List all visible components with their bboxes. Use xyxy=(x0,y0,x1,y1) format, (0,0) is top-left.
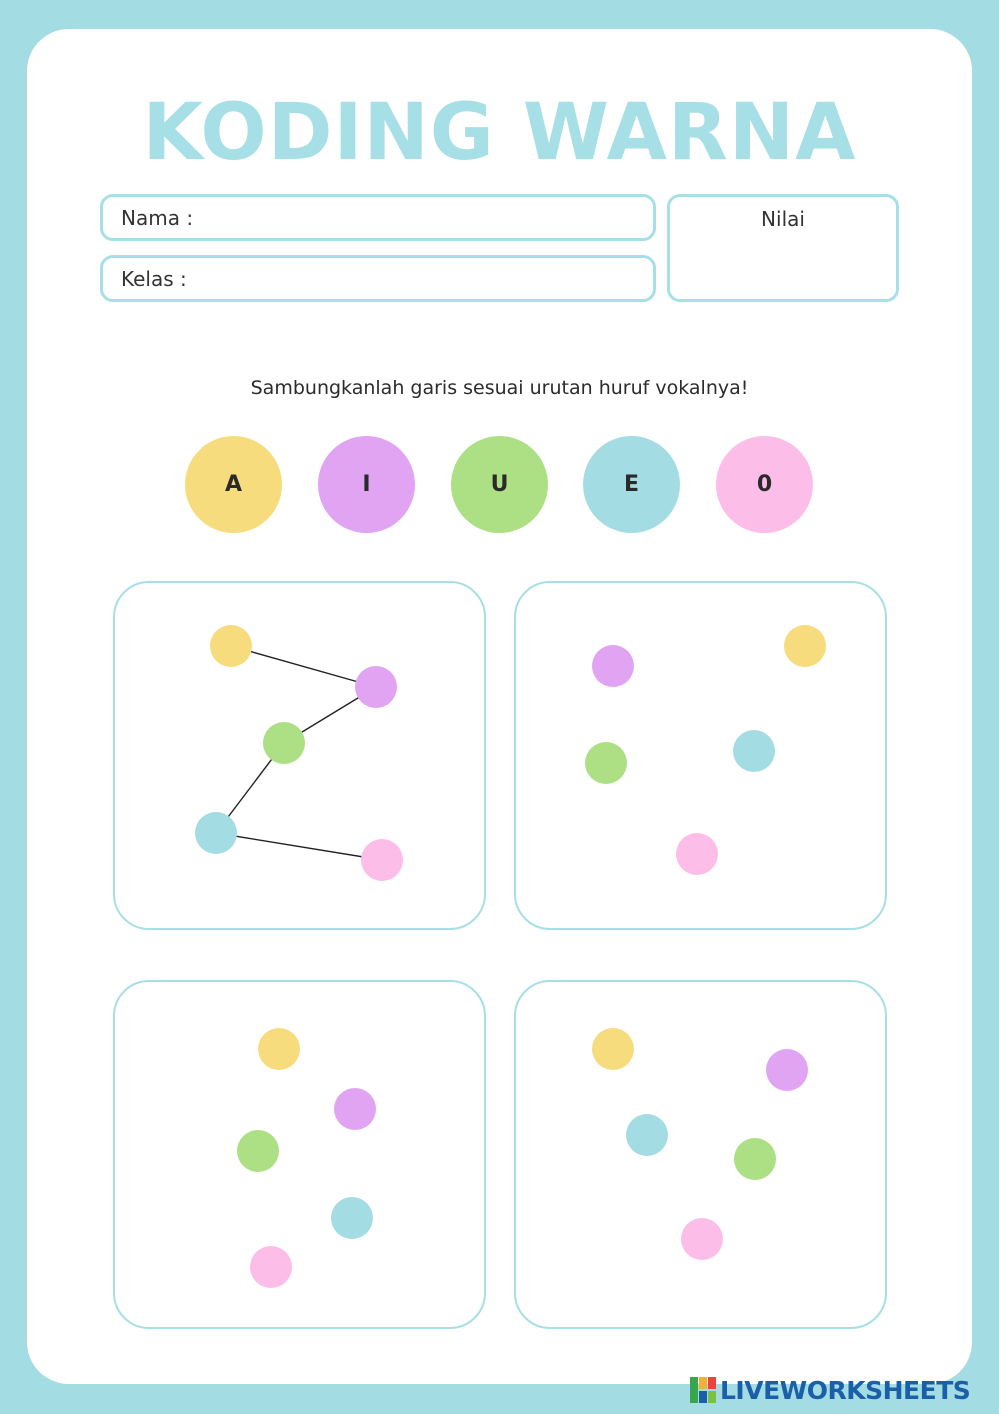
name-field[interactable] xyxy=(100,194,656,241)
dot-o[interactable] xyxy=(681,1218,723,1260)
score-box xyxy=(667,194,899,302)
dot-o[interactable] xyxy=(250,1246,292,1288)
name-label: Nama : xyxy=(121,206,194,230)
puzzle-box-2 xyxy=(514,581,887,930)
dot-u[interactable] xyxy=(263,722,305,764)
dot-u[interactable] xyxy=(734,1138,776,1180)
vowel-key-letter: A xyxy=(224,472,243,497)
dot-e[interactable] xyxy=(331,1197,373,1239)
vowel-key-letter: 0 xyxy=(756,472,773,497)
connector-line xyxy=(231,646,376,687)
dot-u[interactable] xyxy=(237,1130,279,1172)
dot-u[interactable] xyxy=(585,742,627,784)
dot-i[interactable] xyxy=(334,1088,376,1130)
puzzle-4-canvas xyxy=(516,982,889,1331)
puzzle-box-3 xyxy=(113,980,486,1329)
vowel-key-i xyxy=(318,436,415,533)
vowel-key-e xyxy=(583,436,680,533)
class-label: Kelas : xyxy=(121,267,187,291)
score-label: Nilai xyxy=(761,207,805,231)
worksheet-title: KODING WARNA xyxy=(142,88,857,178)
dot-e[interactable] xyxy=(195,812,237,854)
dot-i[interactable] xyxy=(766,1049,808,1091)
dot-a[interactable] xyxy=(210,625,252,667)
dot-o[interactable] xyxy=(361,839,403,881)
dot-a[interactable] xyxy=(592,1028,634,1070)
puzzle-1-canvas xyxy=(115,583,488,932)
puzzle-2-canvas xyxy=(516,583,889,932)
puzzle-box-4 xyxy=(514,980,887,1329)
dot-i[interactable] xyxy=(355,666,397,708)
vowel-key-o xyxy=(716,436,813,533)
liveworksheets-logo-icon xyxy=(690,1377,716,1403)
dot-a[interactable] xyxy=(258,1028,300,1070)
dot-a[interactable] xyxy=(784,625,826,667)
vowel-key-letter: U xyxy=(490,472,509,497)
dot-e[interactable] xyxy=(626,1114,668,1156)
vowel-key-u xyxy=(451,436,548,533)
class-field[interactable] xyxy=(100,255,656,302)
dot-i[interactable] xyxy=(592,645,634,687)
instruction-text: Sambungkanlah garis sesuai urutan huruf vokalnya! xyxy=(250,377,749,399)
vowel-key-letter: E xyxy=(623,472,640,497)
puzzle-box-1 xyxy=(113,581,486,930)
dot-o[interactable] xyxy=(676,833,718,875)
liveworksheets-brand-text: LIVEWORKSHEETS xyxy=(720,1375,971,1405)
liveworksheets-logo[interactable] xyxy=(690,1373,990,1407)
connector-line xyxy=(216,833,382,860)
vowel-key-letter: I xyxy=(362,472,371,497)
vowel-key-a xyxy=(185,436,282,533)
puzzle-3-canvas xyxy=(115,982,488,1331)
dot-e[interactable] xyxy=(733,730,775,772)
